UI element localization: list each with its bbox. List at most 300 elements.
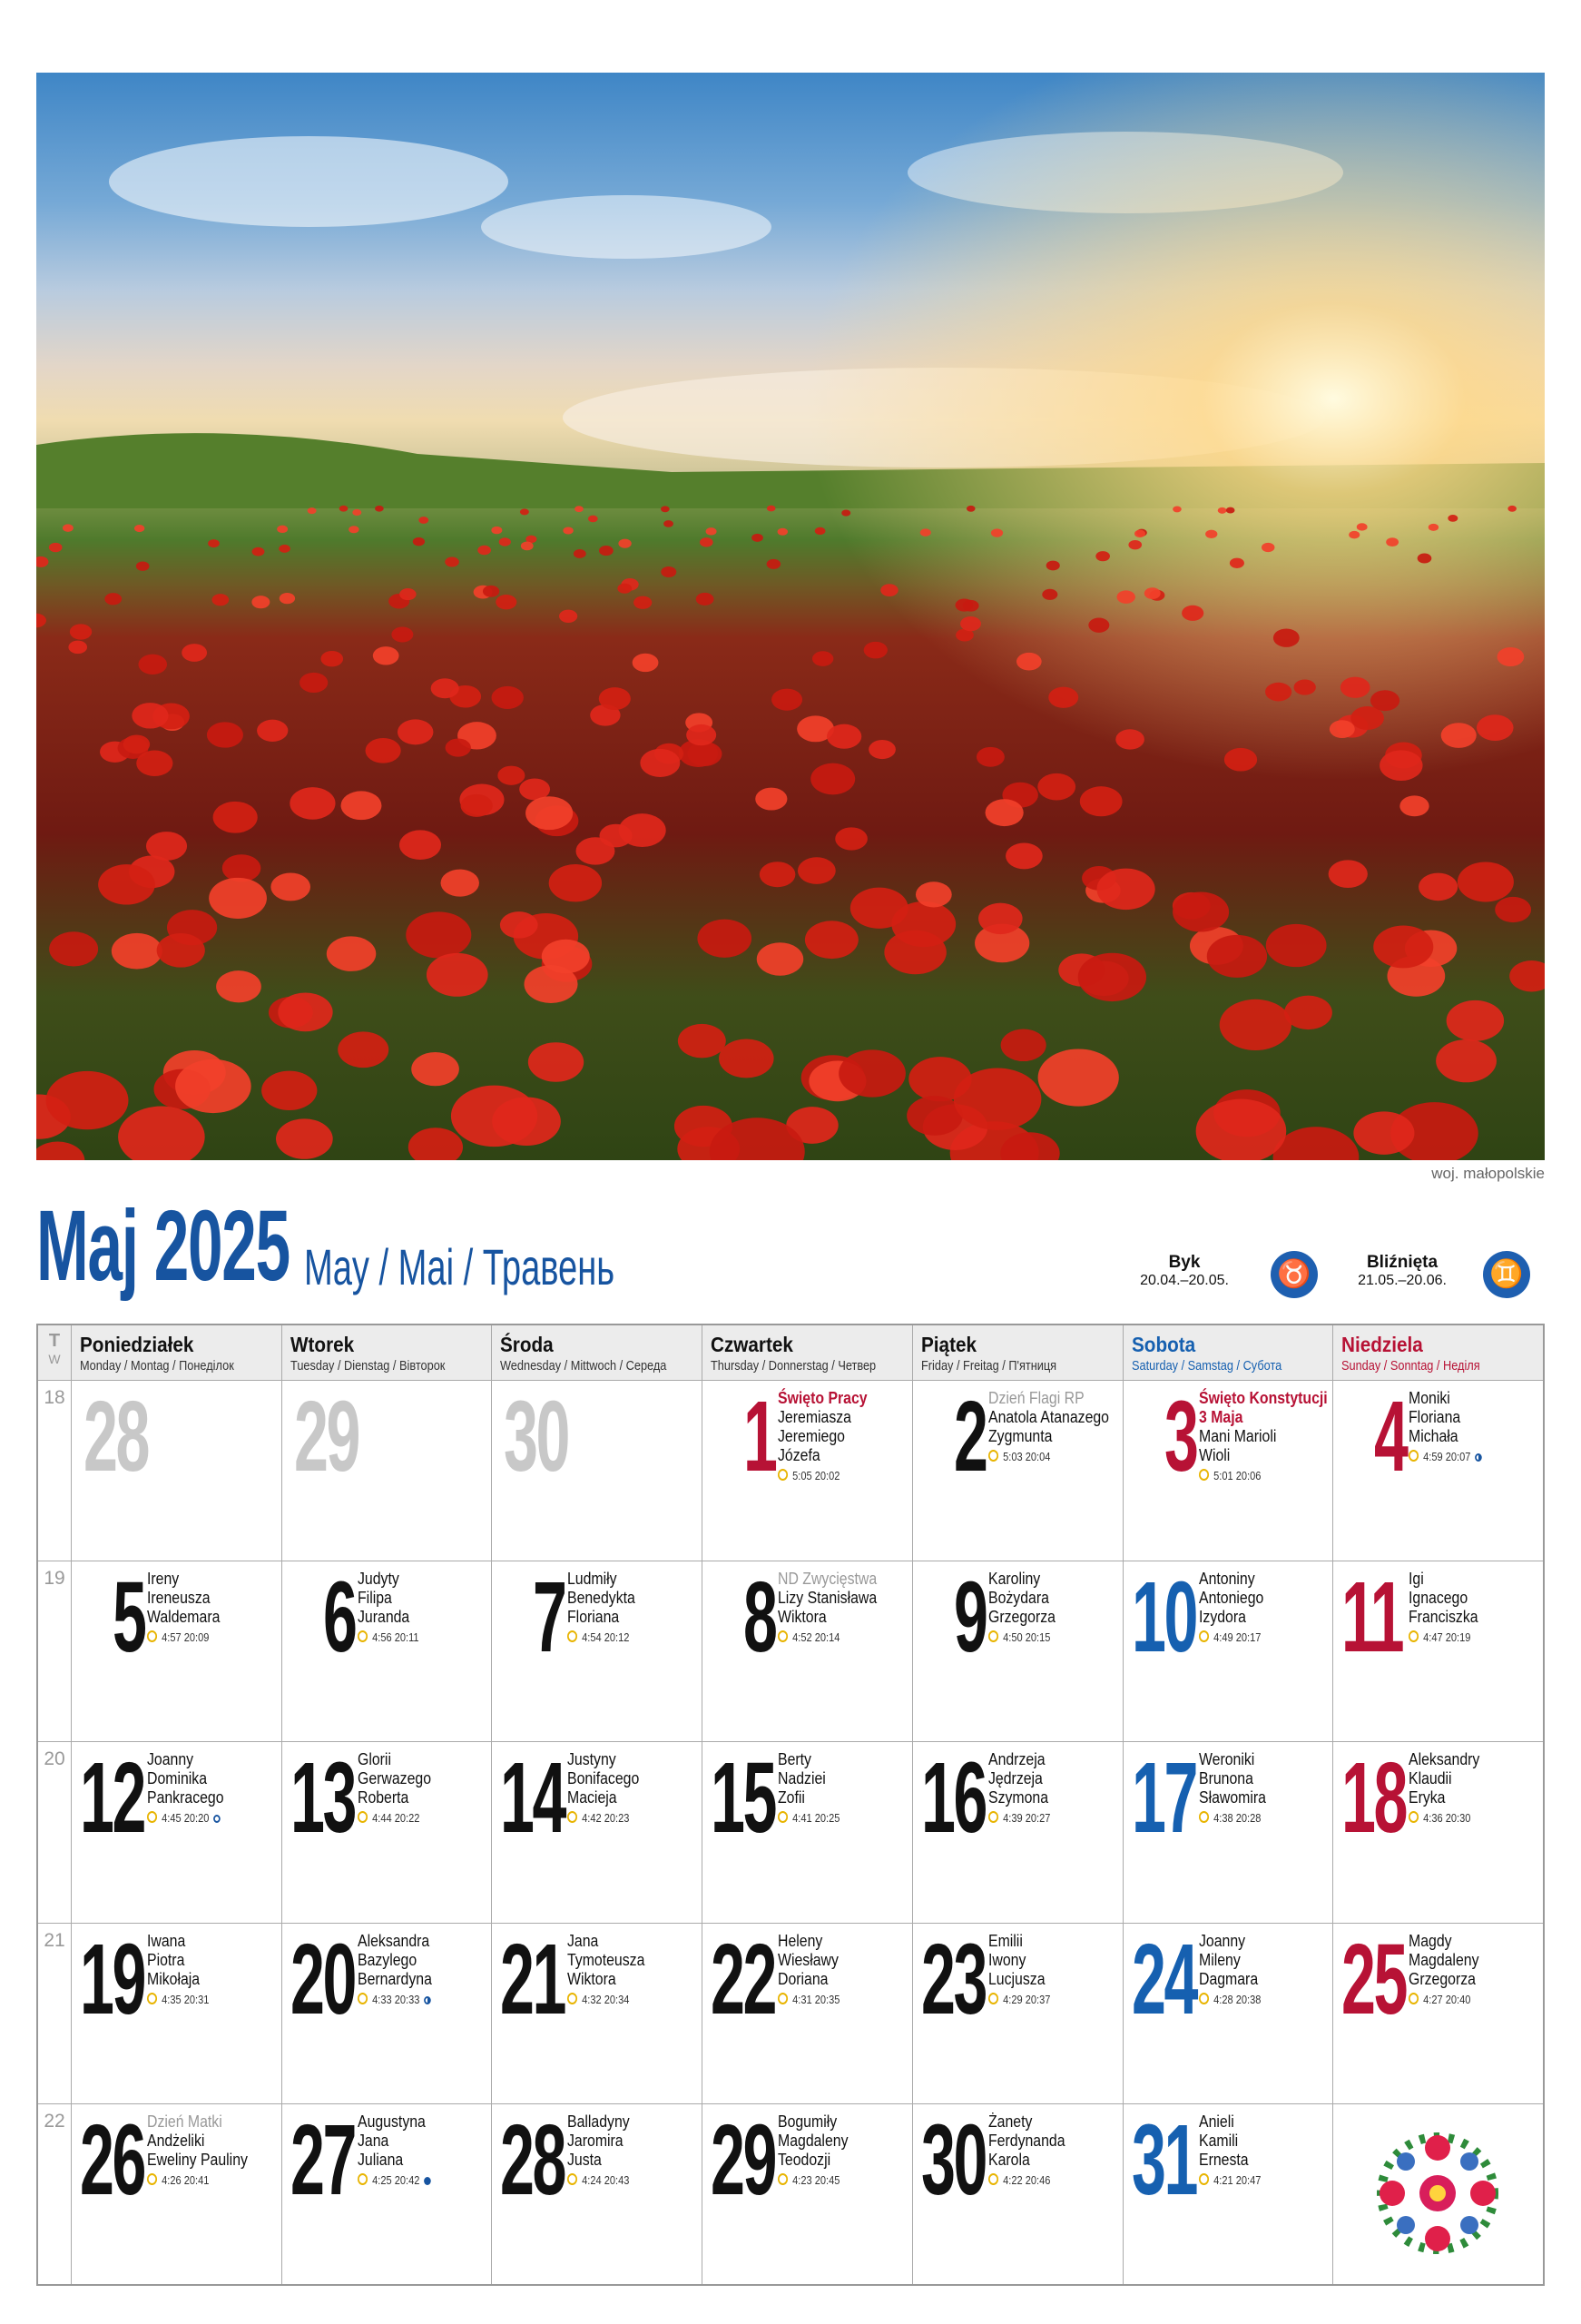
day-header-4 bbox=[702, 1325, 912, 1380]
name-days bbox=[988, 1389, 1109, 1446]
name-days bbox=[778, 1389, 868, 1465]
name-day: Klaudii bbox=[1409, 1769, 1452, 1788]
sun-times: 5:05 20:02 bbox=[792, 1469, 840, 1482]
name-day: Juliana bbox=[357, 2150, 403, 2169]
day-cell[interactable] bbox=[1123, 2103, 1333, 2284]
name-days bbox=[1409, 1389, 1460, 1446]
day-cell[interactable] bbox=[1332, 1561, 1543, 1741]
folk-ornament-cell bbox=[1332, 2103, 1543, 2284]
sun-times: 4:54 20:12 bbox=[582, 1630, 630, 1645]
sun-times: 4:33 20:33 bbox=[371, 1992, 420, 2006]
sun-times: 4:44 20:22 bbox=[371, 1811, 420, 1826]
day-cell[interactable] bbox=[702, 2103, 912, 2284]
name-day: Bogumiły bbox=[778, 2112, 838, 2131]
sun-icon bbox=[567, 1993, 577, 2004]
name-day: Floriana bbox=[567, 1608, 620, 1627]
zodiac-taurus bbox=[1134, 1253, 1234, 1289]
day-number: 30 bbox=[920, 2103, 986, 2216]
name-day: Mani Marioli bbox=[1198, 1427, 1276, 1445]
day-name-translations: Tuesday / Dienstag / Вівторок bbox=[290, 1358, 446, 1374]
name-days bbox=[1409, 1570, 1478, 1627]
name-days bbox=[1409, 1750, 1479, 1807]
name-day: Iwony bbox=[987, 1950, 1026, 1969]
sun-icon bbox=[1199, 1469, 1209, 1481]
sun-icon bbox=[778, 1811, 788, 1823]
sunrise-sunset bbox=[778, 1469, 840, 1482]
gemini-icon: ♊ bbox=[1483, 1251, 1530, 1298]
name-day: Benedykta bbox=[567, 1589, 636, 1608]
name-day: Justa bbox=[567, 2150, 603, 2169]
day-cell[interactable] bbox=[912, 1561, 1123, 1741]
day-cell[interactable] bbox=[491, 1923, 702, 2103]
name-day: Żanety bbox=[987, 2112, 1033, 2131]
name-days bbox=[147, 1932, 200, 1989]
name-days bbox=[358, 1932, 432, 1989]
sunrise-sunset bbox=[358, 1811, 419, 1825]
day-cell[interactable] bbox=[1332, 1923, 1543, 2103]
day-cell[interactable] bbox=[491, 1561, 702, 1741]
name-day: Jana bbox=[357, 2131, 389, 2150]
day-number: 19 bbox=[80, 1923, 144, 2035]
day-cell[interactable] bbox=[71, 2103, 281, 2284]
name-day: Andrzeja bbox=[987, 1750, 1046, 1769]
calendar-photo-poppy-field bbox=[36, 73, 1545, 1160]
name-day: Macieja bbox=[567, 1788, 618, 1807]
holiday-label: Święto Pracy bbox=[778, 1389, 868, 1407]
name-day: Eryka bbox=[1409, 1788, 1446, 1807]
name-day: Nadziei bbox=[778, 1769, 826, 1788]
sunrise-sunset bbox=[988, 1811, 1050, 1825]
name-day: Franciszka bbox=[1409, 1608, 1478, 1627]
moon-phase-icon bbox=[424, 1996, 431, 2004]
name-day: Judyty bbox=[357, 1570, 399, 1589]
name-day: Joanny bbox=[147, 1750, 194, 1769]
week-header-t: T bbox=[48, 1331, 61, 1351]
moon-phase-icon bbox=[213, 1815, 221, 1823]
sun-icon bbox=[1409, 1450, 1419, 1462]
calendar-grid bbox=[36, 1324, 1545, 2286]
name-day: Ireneusza bbox=[147, 1589, 211, 1608]
name-days bbox=[147, 1570, 220, 1627]
name-days bbox=[1199, 2112, 1249, 2170]
day-number: 30 bbox=[504, 1381, 569, 1492]
name-days bbox=[358, 2112, 426, 2170]
name-days bbox=[567, 1570, 635, 1627]
sunrise-sunset bbox=[778, 1811, 840, 1825]
sunrise-sunset bbox=[147, 2173, 209, 2187]
sun-icon bbox=[147, 1630, 157, 1642]
day-cell[interactable] bbox=[491, 1380, 702, 1561]
name-day: Piotra bbox=[147, 1950, 185, 1969]
name-day: Heleny bbox=[778, 1931, 823, 1950]
day-name-translations: Wednesday / Mittwoch / Середа bbox=[500, 1358, 667, 1374]
name-day: Justyny bbox=[567, 1750, 617, 1769]
sun-times: 4:56 20:11 bbox=[371, 1630, 419, 1645]
sun-times: 4:35 20:31 bbox=[162, 1992, 210, 2006]
sun-times: 4:45 20:20 bbox=[162, 1811, 210, 1826]
holiday-label: 3 Maja bbox=[1198, 1408, 1242, 1426]
name-day: Moniki bbox=[1409, 1389, 1451, 1407]
sun-icon bbox=[1409, 1811, 1419, 1823]
zodiac-name: Bliźnięta bbox=[1366, 1253, 1439, 1272]
name-days bbox=[147, 2112, 248, 2170]
day-cell[interactable] bbox=[912, 1741, 1123, 1922]
sun-icon bbox=[567, 2173, 577, 2185]
name-day: Teodozji bbox=[778, 2150, 831, 2169]
day-number: 20 bbox=[290, 1923, 355, 2035]
week-header-w: W bbox=[48, 1352, 61, 1366]
day-cell[interactable] bbox=[912, 1380, 1123, 1561]
photo-illustration bbox=[36, 73, 1545, 1160]
folk-flower-ornament-icon bbox=[1370, 2125, 1506, 2261]
photo-caption: woj. małopolskie bbox=[1431, 1165, 1545, 1182]
name-day: Balladyny bbox=[567, 2112, 631, 2131]
sun-icon bbox=[147, 2173, 157, 2185]
sun-icon bbox=[147, 1993, 157, 2004]
name-day: Zygmunta bbox=[987, 1427, 1053, 1445]
name-days bbox=[778, 1750, 826, 1807]
name-day: Ferdynanda bbox=[987, 2131, 1065, 2150]
day-name-translations: Saturday / Samstag / Субота bbox=[1131, 1358, 1281, 1374]
sunrise-sunset bbox=[988, 2173, 1050, 2187]
name-day: Ernesta bbox=[1198, 2150, 1249, 2169]
moon-phase-icon bbox=[424, 2177, 431, 2185]
name-days bbox=[358, 1570, 409, 1627]
taurus-icon: ♉ bbox=[1271, 1251, 1318, 1298]
name-day: Juranda bbox=[357, 1608, 409, 1627]
name-day: Magdy bbox=[1409, 1931, 1452, 1950]
day-number: 8 bbox=[743, 1561, 776, 1674]
sunrise-sunset bbox=[1409, 1450, 1482, 1463]
sun-times: 4:59 20:07 bbox=[1423, 1450, 1471, 1463]
day-cell[interactable] bbox=[1332, 1380, 1543, 1561]
sun-icon bbox=[358, 1993, 368, 2004]
day-name-translations: Friday / Freitag / П'ятниця bbox=[920, 1358, 1056, 1374]
name-day: Pankracego bbox=[147, 1788, 224, 1807]
day-cell[interactable] bbox=[281, 1741, 492, 1922]
sunrise-sunset bbox=[567, 1630, 629, 1644]
name-day: Wioli bbox=[1198, 1446, 1230, 1464]
day-number: 29 bbox=[711, 2103, 776, 2216]
name-day: Antoniego bbox=[1198, 1589, 1263, 1608]
name-day: Berty bbox=[778, 1750, 812, 1769]
day-number: 17 bbox=[1131, 1742, 1196, 1855]
day-cell[interactable] bbox=[71, 1923, 281, 2103]
sun-times: 4:42 20:23 bbox=[582, 1811, 630, 1826]
name-day: Ireny bbox=[147, 1570, 180, 1589]
sunrise-sunset bbox=[1199, 2173, 1261, 2187]
sun-times: 4:41 20:25 bbox=[792, 1811, 840, 1826]
sun-times: 4:50 20:15 bbox=[1002, 1630, 1051, 1645]
sun-times: 4:24 20:43 bbox=[582, 2172, 630, 2187]
name-day: Karola bbox=[987, 2150, 1030, 2169]
sunrise-sunset bbox=[567, 2173, 629, 2187]
name-days bbox=[358, 1750, 431, 1807]
day-number: 9 bbox=[953, 1561, 987, 1674]
name-day: Bernardyna bbox=[357, 1969, 432, 1988]
sunrise-sunset bbox=[1199, 1469, 1261, 1482]
sun-times: 4:38 20:28 bbox=[1213, 1811, 1261, 1826]
week-number: 21 bbox=[44, 1929, 65, 1951]
name-days bbox=[778, 1932, 839, 1989]
sun-icon bbox=[988, 1450, 998, 1462]
week-number: 22 bbox=[44, 2110, 65, 2132]
sun-times: 4:36 20:30 bbox=[1423, 1811, 1471, 1826]
day-number: 15 bbox=[711, 1742, 776, 1855]
sun-times: 5:03 20:04 bbox=[1002, 1450, 1051, 1463]
name-day: Andżeliki bbox=[147, 2131, 205, 2150]
day-cell[interactable] bbox=[281, 1923, 492, 2103]
name-day: Brunona bbox=[1198, 1769, 1253, 1788]
week-number: 19 bbox=[44, 1568, 65, 1590]
sun-times: 4:39 20:27 bbox=[1002, 1811, 1051, 1826]
name-day: Szymona bbox=[987, 1788, 1048, 1807]
name-day: Mikołaja bbox=[147, 1969, 201, 1988]
day-number: 28 bbox=[500, 2103, 565, 2216]
sun-icon bbox=[988, 1811, 998, 1823]
name-day: Jeremiego bbox=[778, 1427, 846, 1445]
day-name: Niedziela bbox=[1341, 1333, 1424, 1356]
name-day: Zofii bbox=[778, 1788, 806, 1807]
day-header-5 bbox=[912, 1325, 1123, 1380]
sunrise-sunset bbox=[358, 2173, 431, 2187]
sunrise-sunset bbox=[1409, 1993, 1470, 2006]
day-number: 16 bbox=[920, 1742, 986, 1855]
name-day: Jeremiasza bbox=[778, 1408, 852, 1426]
name-day: Bonifacego bbox=[567, 1769, 640, 1788]
sun-times: 4:27 20:40 bbox=[1423, 1992, 1471, 2006]
day-number: 3 bbox=[1164, 1381, 1197, 1492]
day-cell[interactable] bbox=[702, 1741, 912, 1922]
day-number: 10 bbox=[1131, 1561, 1196, 1674]
day-cell[interactable] bbox=[281, 1561, 492, 1741]
sunrise-sunset bbox=[988, 1450, 1050, 1463]
name-day: Kamili bbox=[1198, 2131, 1238, 2150]
name-day: Tymoteusza bbox=[567, 1950, 645, 1969]
sun-icon bbox=[1199, 1993, 1209, 2004]
day-cell[interactable] bbox=[912, 1923, 1123, 2103]
sun-times: 4:23 20:45 bbox=[792, 2172, 840, 2187]
sunrise-sunset bbox=[567, 1993, 629, 2006]
day-name: Sobota bbox=[1131, 1333, 1195, 1356]
day-number: 22 bbox=[711, 1923, 776, 2035]
name-day: Wiktora bbox=[567, 1969, 617, 1988]
sunrise-sunset bbox=[147, 1993, 209, 2006]
day-cell[interactable] bbox=[71, 1741, 281, 1922]
day-cell[interactable] bbox=[702, 1380, 912, 1561]
name-days bbox=[778, 1570, 877, 1627]
name-day: Wiktora bbox=[778, 1608, 827, 1627]
name-day: Lucjusza bbox=[987, 1969, 1046, 1988]
sunrise-sunset bbox=[567, 1811, 629, 1825]
sun-times: 4:22 20:46 bbox=[1002, 2172, 1051, 2187]
sun-times: 4:57 20:09 bbox=[162, 1630, 210, 1645]
week-number: 20 bbox=[44, 1748, 65, 1770]
name-day: Anatola Atanazego bbox=[987, 1408, 1109, 1426]
day-number: 28 bbox=[83, 1381, 148, 1492]
name-day: Ignacego bbox=[1409, 1589, 1468, 1608]
name-day: Antoniny bbox=[1198, 1570, 1255, 1589]
name-days bbox=[988, 2112, 1065, 2170]
name-days bbox=[988, 1570, 1056, 1627]
name-day: Joanny bbox=[1198, 1931, 1245, 1950]
sun-times: 4:52 20:14 bbox=[792, 1630, 840, 1645]
day-cell[interactable] bbox=[912, 2103, 1123, 2284]
sun-icon bbox=[567, 1811, 577, 1823]
sun-icon bbox=[778, 1469, 788, 1481]
name-days bbox=[1409, 1932, 1478, 1989]
day-cell[interactable] bbox=[281, 1380, 492, 1561]
day-number: 29 bbox=[293, 1381, 358, 1492]
name-day: Weroniki bbox=[1198, 1750, 1254, 1769]
sun-times: 4:31 20:35 bbox=[792, 1992, 840, 2006]
day-name-translations: Sunday / Sonntag / Неділя bbox=[1341, 1358, 1480, 1374]
day-number: 6 bbox=[322, 1561, 356, 1674]
name-day: Grzegorza bbox=[987, 1608, 1056, 1627]
name-day: Izydora bbox=[1198, 1608, 1246, 1627]
day-name: Czwartek bbox=[711, 1333, 794, 1356]
day-cell[interactable] bbox=[1123, 1923, 1333, 2103]
sun-icon bbox=[778, 1993, 788, 2004]
name-day: Anieli bbox=[1198, 2112, 1234, 2131]
sunrise-sunset bbox=[778, 1630, 840, 1644]
name-day: Augustyna bbox=[357, 2112, 426, 2131]
name-days bbox=[988, 1932, 1046, 1989]
day-number: 27 bbox=[290, 2103, 355, 2216]
name-day: Lizy Stanisława bbox=[778, 1589, 878, 1608]
day-number: 2 bbox=[953, 1381, 987, 1492]
day-number: 7 bbox=[533, 1561, 565, 1674]
sun-times: 4:21 20:47 bbox=[1213, 2172, 1261, 2187]
day-number: 11 bbox=[1341, 1561, 1403, 1674]
name-day: Filipa bbox=[357, 1589, 392, 1608]
sun-icon bbox=[988, 1993, 998, 2004]
name-days bbox=[1199, 1932, 1258, 1989]
name-day: Jędrzeja bbox=[987, 1769, 1043, 1788]
day-number: 5 bbox=[113, 1561, 145, 1674]
name-day: Glorii bbox=[357, 1750, 391, 1769]
day-number: 4 bbox=[1374, 1381, 1407, 1492]
day-number: 1 bbox=[743, 1381, 776, 1492]
sunrise-sunset bbox=[147, 1630, 209, 1644]
day-name: Wtorek bbox=[290, 1333, 354, 1356]
sunrise-sunset bbox=[1199, 1811, 1261, 1825]
name-day: Dagmara bbox=[1198, 1969, 1258, 1988]
holiday-label: ND Zwycięstwa bbox=[778, 1570, 878, 1589]
name-days bbox=[567, 1750, 639, 1807]
holiday-label: Święto Konstytucji bbox=[1198, 1389, 1328, 1407]
day-cell[interactable] bbox=[702, 1923, 912, 2103]
sun-times: 5:01 20:06 bbox=[1213, 1469, 1261, 1482]
sunrise-sunset bbox=[778, 2173, 840, 2187]
day-cell[interactable] bbox=[702, 1561, 912, 1741]
day-number: 31 bbox=[1131, 2103, 1196, 2216]
name-days bbox=[778, 2112, 848, 2170]
sunrise-sunset bbox=[1199, 1630, 1261, 1644]
day-cell[interactable] bbox=[281, 2103, 492, 2284]
day-cell[interactable] bbox=[71, 1561, 281, 1741]
zodiac-dates: 20.04.–20.05. bbox=[1140, 1273, 1229, 1288]
sun-icon bbox=[358, 2173, 368, 2185]
day-number: 18 bbox=[1341, 1742, 1407, 1855]
name-day: Karoliny bbox=[987, 1570, 1041, 1589]
week-number: 18 bbox=[44, 1387, 65, 1408]
day-cell[interactable] bbox=[1123, 1561, 1333, 1741]
day-cell[interactable] bbox=[71, 1380, 281, 1561]
name-days bbox=[567, 1932, 644, 1989]
name-day: Doriana bbox=[778, 1969, 829, 1988]
name-day: Aleksandry bbox=[1409, 1750, 1480, 1769]
name-day: Dominika bbox=[147, 1769, 208, 1788]
sun-icon bbox=[358, 1811, 368, 1823]
week-number-header bbox=[38, 1325, 71, 1380]
sunrise-sunset bbox=[147, 1811, 221, 1825]
day-cell[interactable] bbox=[1332, 1741, 1543, 1922]
name-day: Michała bbox=[1409, 1427, 1458, 1445]
day-cell[interactable] bbox=[491, 2103, 702, 2284]
sun-icon bbox=[988, 1630, 998, 1642]
name-day: Józefa bbox=[778, 1446, 820, 1464]
sun-times: 4:29 20:37 bbox=[1002, 1992, 1051, 2006]
holiday-label: Dzień Flagi RP bbox=[987, 1389, 1085, 1407]
sun-icon bbox=[567, 1630, 577, 1642]
zodiac-gemini bbox=[1343, 1253, 1461, 1289]
name-day: Magdaleny bbox=[778, 2131, 849, 2150]
name-day: Eweliny Pauliny bbox=[147, 2150, 248, 2169]
day-number: 26 bbox=[80, 2103, 144, 2216]
name-day: Aleksandra bbox=[357, 1931, 429, 1950]
month-title: Maj 2025 bbox=[36, 1190, 290, 1302]
sunrise-sunset bbox=[988, 1993, 1050, 2006]
day-name-translations: Thursday / Donnerstag / Четвер bbox=[711, 1358, 877, 1374]
name-days bbox=[147, 1750, 224, 1807]
name-days bbox=[1199, 1389, 1328, 1465]
sun-icon bbox=[1409, 1993, 1419, 2004]
name-day: Magdaleny bbox=[1409, 1950, 1479, 1969]
sunrise-sunset bbox=[1409, 1811, 1470, 1825]
name-days bbox=[1199, 1750, 1266, 1807]
sun-times: 4:49 20:17 bbox=[1213, 1630, 1261, 1645]
name-days bbox=[1199, 1570, 1263, 1627]
sunrise-sunset bbox=[358, 1630, 419, 1644]
day-number: 23 bbox=[920, 1923, 986, 2035]
sun-icon bbox=[1199, 1811, 1209, 1823]
day-cell[interactable] bbox=[1123, 1741, 1333, 1922]
zodiac-dates: 21.05.–20.06. bbox=[1358, 1273, 1447, 1288]
day-header-6 bbox=[1123, 1325, 1333, 1380]
sun-icon bbox=[778, 2173, 788, 2185]
day-header-7 bbox=[1332, 1325, 1543, 1380]
day-cell[interactable] bbox=[1123, 1380, 1333, 1561]
name-day: Jaromira bbox=[567, 2131, 624, 2150]
day-header-2 bbox=[281, 1325, 492, 1380]
sun-times: 4:32 20:34 bbox=[582, 1992, 630, 2006]
name-day: Sławomira bbox=[1198, 1788, 1266, 1807]
zodiac-name: Byk bbox=[1168, 1253, 1201, 1272]
name-day: Iwana bbox=[147, 1931, 186, 1950]
name-day: Waldemara bbox=[147, 1608, 221, 1627]
holiday-label: Dzień Matki bbox=[147, 2112, 222, 2131]
name-day: Gerwazego bbox=[357, 1769, 431, 1788]
name-day: Floriana bbox=[1409, 1408, 1461, 1426]
sunrise-sunset bbox=[1199, 1993, 1261, 2006]
sun-icon bbox=[778, 1630, 788, 1642]
day-cell[interactable] bbox=[491, 1741, 702, 1922]
day-name-translations: Monday / Montag / Понеділок bbox=[80, 1358, 234, 1374]
day-number: 25 bbox=[1341, 1923, 1407, 2035]
day-header-3 bbox=[491, 1325, 702, 1380]
name-day: Mileny bbox=[1198, 1950, 1241, 1969]
